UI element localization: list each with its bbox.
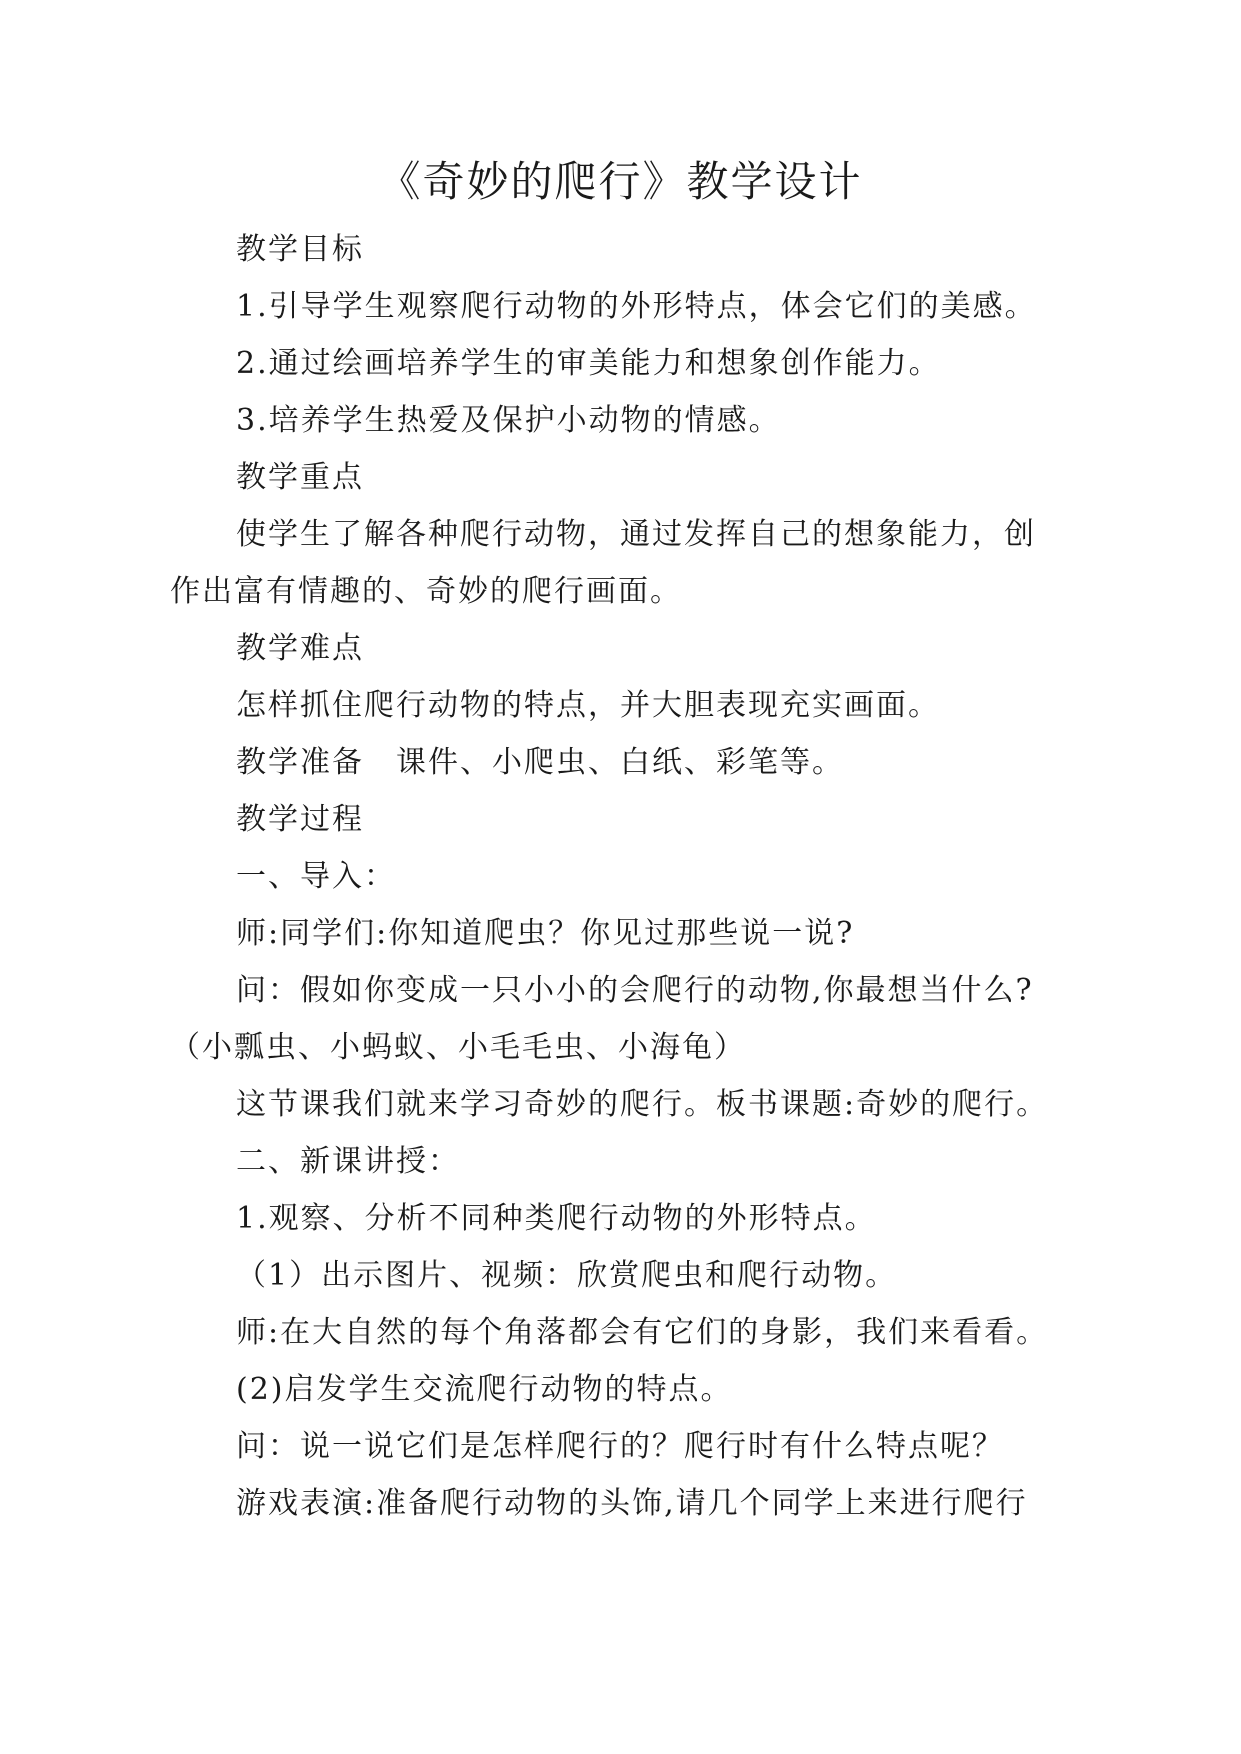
- question-line: 问：假如你变成一只小小的会爬行的动物,你最想当什么?: [236, 973, 1034, 1008]
- key-points-text-2: 作出富有情趣的、奇妙的爬行画面。: [170, 574, 682, 609]
- lesson-topic-line: 这节课我们就来学习奇妙的爬行。板书课题:奇妙的爬行。: [236, 1087, 1049, 1122]
- goal-1: 1.引导学生观察爬行动物的外形特点，体会它们的美感。: [236, 289, 1037, 324]
- discussion-question: 问：说一说它们是怎样爬行的？爬行时有什么特点呢？: [236, 1429, 1004, 1464]
- heading-teaching-goals: 教学目标: [236, 232, 364, 267]
- document-title: 《奇妙的爬行》教学设计: [378, 157, 863, 206]
- step-1-sub-2: (2)启发学生交流爬行动物的特点。: [236, 1372, 733, 1407]
- teacher-remark: 师:在大自然的每个角落都会有它们的身影，我们来看看。: [236, 1315, 1049, 1350]
- section-introduction: 一、导入：: [236, 859, 396, 894]
- section-new-lesson: 二、新课讲授：: [236, 1144, 460, 1179]
- teaching-preparation: 教学准备 课件、小爬虫、白纸、彩笔等。: [236, 745, 844, 780]
- step-1-sub-1: （1）出示图片、视频：欣赏爬虫和爬行动物。: [236, 1258, 898, 1293]
- key-points-text-1: 使学生了解各种爬行动物，通过发挥自己的想象能力，创: [236, 517, 1036, 552]
- heading-difficulties: 教学难点: [236, 631, 364, 666]
- animal-examples: （小瓢虫、小蚂蚁、小毛毛虫、小海龟）: [170, 1030, 746, 1065]
- difficulties-text: 怎样抓住爬行动物的特点，并大胆表现充实画面。: [236, 688, 940, 723]
- game-performance: 游戏表演:准备爬行动物的头饰,请几个同学上来进行爬行: [236, 1486, 1028, 1521]
- heading-process: 教学过程: [236, 802, 364, 837]
- teacher-question: 师:同学们:你知道爬虫？你见过那些说一说?: [236, 916, 855, 951]
- goal-2: 2.通过绘画培养学生的审美能力和想象创作能力。: [236, 346, 941, 381]
- goal-3: 3.培养学生热爱及保护小动物的情感。: [236, 403, 781, 438]
- heading-key-points: 教学重点: [236, 460, 364, 495]
- step-1: 1.观察、分析不同种类爬行动物的外形特点。: [236, 1201, 877, 1236]
